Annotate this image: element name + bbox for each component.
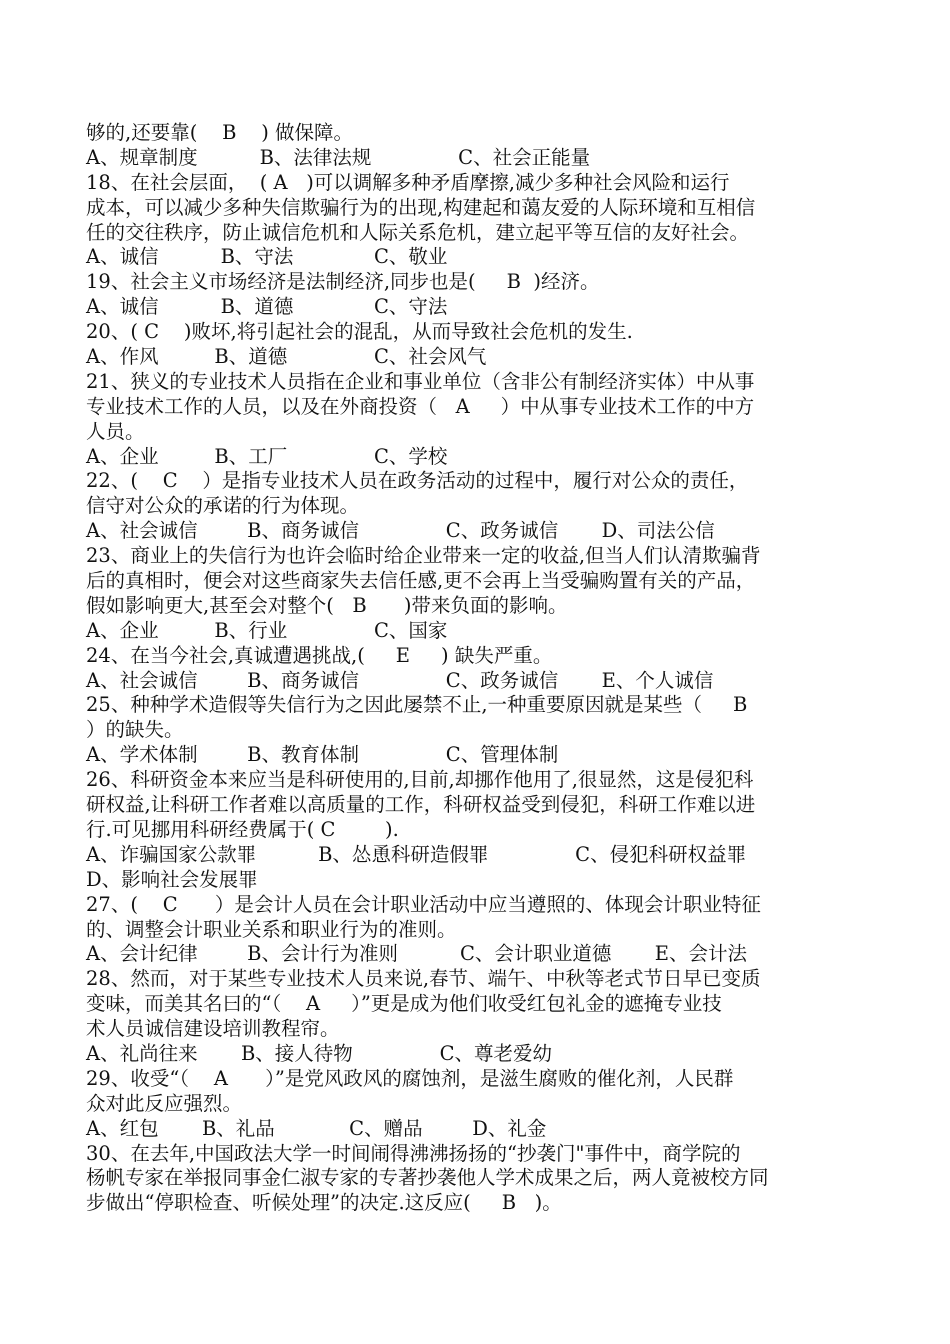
text-line: A、会计纪律 B、会计行为准则 C、会计职业道德 E、会计法 [86,942,748,966]
text-line: D、影响社会发展罪 [86,867,258,891]
text-line: 27、( C ）是会计人员在会计职业活动中应当遵照的、体现会计职业特征 [86,892,761,916]
text-line: A、红包 B、礼品 C、赠品 D、礼金 [86,1116,547,1140]
text-line: A、学术体制 B、教育体制 C、管理体制 [86,743,559,767]
text-line: 20、( C )败坏,将引起社会的混乱，从而导致社会危机的发生. [86,320,633,344]
text-line: 人员。 [86,419,145,443]
text-line: 杨帆专家在举报同事金仁淑专家的专著抄袭他人学术成果之后，两人竟被校方同 [86,1166,769,1190]
text-line: 21、狭义的专业技术人员指在企业和事业单位（含非公有制经济实体）中从事 [86,369,755,393]
text-line: 步做出“停职检查、听候处理”的决定.这反应( B )。 [86,1191,562,1215]
text-line: A、诚信 B、守法 C、敬业 [86,245,448,269]
text-line: 成本，可以减少多种失信欺骗行为的出现,构建起和蔼友爱的人际环境和互相信 [86,195,756,219]
text-line: 23、商业上的失信行为也许会临时给企业带来一定的收益,但当人们认清欺骗背 [86,544,761,568]
text-line: 众对此反应强烈。 [86,1091,243,1115]
text-line: 18、在社会层面， ( A )可以调解多种矛盾摩擦,减少多种社会风险和运行 [86,170,730,194]
text-line: 任的交往秩序，防止诚信危机和人际关系危机，建立起平等互信的友好社会。 [86,220,750,244]
text-line: 术人员诚信建设培训教程帘。 [86,1017,340,1041]
text-line: 25、种种学术造假等失信行为之因此屡禁不止,一种重要原因就是某些（ B [86,693,748,717]
text-line: A、企业 B、工厂 C、学校 [86,444,448,468]
text-line: 26、科研资金本来应当是科研使用的,目前,却挪作他用了,很显然，这是侵犯科 [86,768,754,792]
text-line: 研权益,让科研工作者难以高质量的工作，科研权益受到侵犯，科研工作难以进 [86,793,756,817]
text-line: 信守对公众的承诺的行为体现。 [86,494,360,518]
text-line: 19、社会主义市场经济是法制经济,同步也是( B )经济。 [86,270,600,294]
text-line: A、社会诚信 B、商务诚信 C、政务诚信 E、个人诚信 [86,668,714,692]
text-line: A、诈骗国家公款罪 B、怂恿科研造假罪 C、侵犯科研权益罪 [86,842,747,866]
text-line: ）的缺失。 [86,718,184,742]
document-page [86,121,866,1216]
text-line: A、企业 B、行业 C、国家 [86,618,448,642]
text-line: A、礼尚往来 B、接人待物 C、尊老爱幼 [86,1041,553,1065]
text-line: A、作风 B、道德 C、社会风气 [86,345,487,369]
text-line: 30、在去年,中国政法大学一时间闹得沸沸扬扬的“抄袭门"事件中，商学院的 [86,1141,741,1165]
text-line: 29、收受“（ A ）”是党风政风的腐蚀剂，是滋生腐败的催化剂，人民群 [86,1066,734,1090]
text-line: 假如影响更大,甚至会对整个( B )带来负面的影响。 [86,593,568,617]
text-line: 28、然而，对于某些专业技术人员来说,春节、端午、中秋等老式节日早已变质 [86,967,761,991]
text-line: 24、在当今社会,真诚遭遇挑战,( E ) 缺失严重。 [86,643,553,667]
text-line: 专业技术工作的人员，以及在外商投资（ A ）中从事专业技术工作的中方 [86,394,755,418]
text-line: 变味，而美其名曰的“（ A ）”更是成为他们收受红包礼金的遮掩专业技 [86,992,722,1016]
text-line: 的、调整会计职业关系和职业行为的准则。 [86,917,457,941]
text-line: A、社会诚信 B、商务诚信 C、政务诚信 D、司法公信 [86,519,715,543]
text-line: A、诚信 B、道德 C、守法 [86,295,448,319]
text-line: 22、( C ）是指专业技术人员在政务活动的过程中，履行对公众的责任， [86,469,749,493]
text-line: A、规章制度 B、法律法规 C、社会正能量 [86,145,591,169]
text-line: 行.可见挪用科研经费属于( C ). [86,817,399,841]
text-line: 够的,还要靠( B ) 做保障。 [86,121,354,144]
text-line: 后的真相时，便会对这些商家失去信任感,更不会再上当受骗购置有关的产品， [86,569,756,593]
